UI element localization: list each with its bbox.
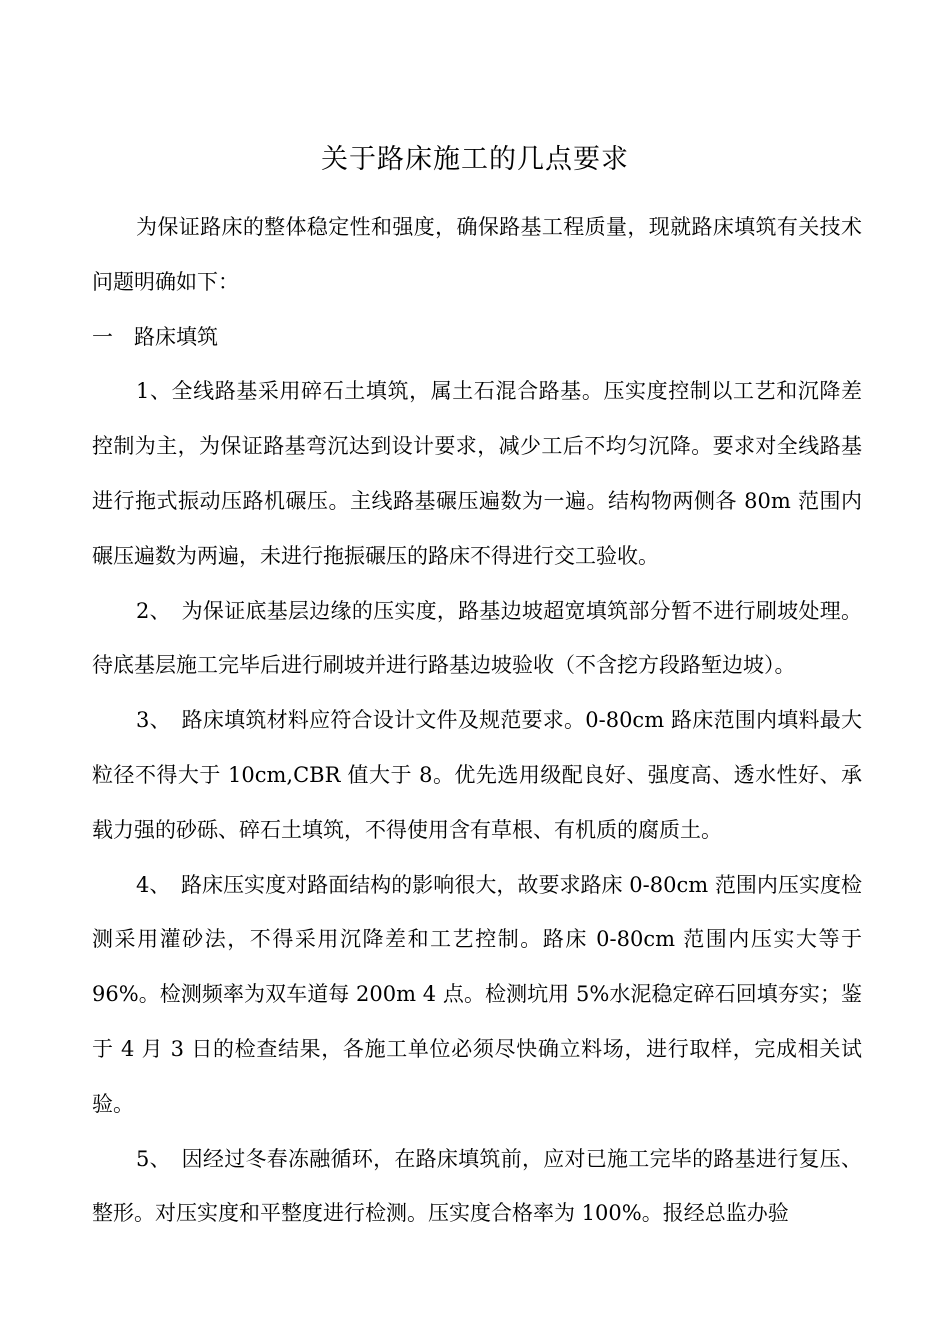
requirement-item-2: 2、 为保证底基层边缘的压实度，路基边坡超宽填筑部分暂不进行刷坡处理。待底基层施工完毕后进行刷坡并进行路基边坡验收（不含挖方段路堑边坡）。 <box>92 598 862 678</box>
section-heading: 一 路床填筑 <box>92 324 218 349</box>
requirement-item-5: 5、 因经过冬春冻融循环，在路床填筑前，应对已施工完毕的路基进行复压、整形。对压实度和平整度进行检测。压实度合格率为 100%。报经总监办验 <box>92 1146 862 1226</box>
requirement-item-4: 4、 路床压实度对路面结构的影响很大，故要求路床 0-80cm 范围内压实度检测采用灌砂法，不得采用沉降差和工艺控制。路床 0-80cm 范围内压实大等于 96%。检测频率为双车道每 200m 4 点。检测坑用 5%水泥稳定碎石回填夯实；鉴于 4 月 3 日的检查结果，各施工单位必须尽快确立料场，进行取样，完成相关试验。 <box>92 872 862 1116</box>
requirement-item-3: 3、 路床填筑材料应符合设计文件及规范要求。0-80cm 路床范围内填料最大粒径不得大于 10cm,CBR 值大于 8。优先选用级配良好、强度高、透水性好、承载力强的砂砾、碎石土填筑，不得使用含有草根、有机质的腐质土。 <box>92 708 862 842</box>
intro-paragraph: 为保证路床的整体稳定性和强度，确保路基工程质量，现就路床填筑有关技术问题明确如下： <box>92 215 862 294</box>
document-title: 关于路床施工的几点要求 <box>321 144 629 175</box>
document-body <box>92 200 862 1241</box>
requirement-item-1: 1、全线路基采用碎石土填筑，属土石混合路基。压实度控制以工艺和沉降差控制为主，为保证路基弯沉达到设计要求，减少工后不均匀沉降。要求对全线路基进行拖式振动压路机碾压。主线路基碾压遍数为一遍。结构物两侧各 80m 范围内碾压遍数为两遍，未进行拖振碾压的路床不得进行交工验收。 <box>92 379 862 568</box>
